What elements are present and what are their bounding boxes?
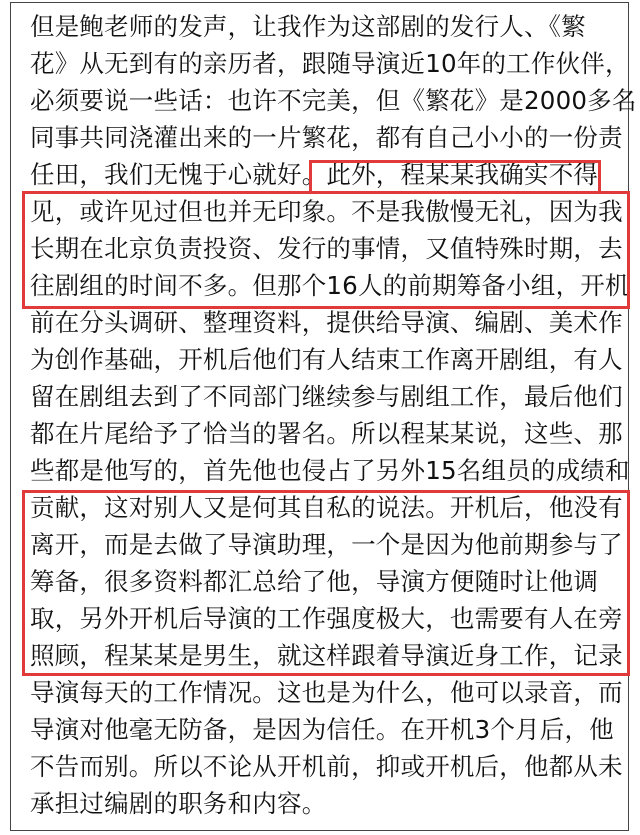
text-line: 承担过编剧的职务和内容。 <box>30 789 327 818</box>
text-line: 留在剧组去到了不同部门继续参与剧组工作，最后他们 <box>30 382 623 411</box>
text-line: 往剧组的时间不多。但那个16人的前期筹备小组，开机 <box>30 271 630 300</box>
text-line: 见，或许见过但也并无印象。不是我傲慢无礼，因为我 <box>30 197 623 226</box>
text-line: 都在片尾给予了恰当的署名。所以程某某说，这些、那 <box>30 419 623 448</box>
text-line: 照顾，程某某是男生，就这样跟着导演近身工作，记录 <box>30 641 623 670</box>
text-line: 导演对他毫无防备，是因为信任。在开机3个月后，他 <box>30 715 614 744</box>
text-line: 但是鲍老师的发声，让我作为这部剧的发行人、《繁 <box>30 12 586 41</box>
text-line: 同事共同浇灌出来的一片繁花，都有自己小小的一份责 <box>30 123 623 152</box>
text-line: 导演每天的工作情况。这也是为什么，他可以录音，而 <box>30 678 623 707</box>
text-line: 筹备，很多资料都汇总给了他，导演方便随时让他调 <box>30 567 599 596</box>
text-line: 贡献，这对别人又是何其自私的说法。开机后，他没有 <box>30 493 623 522</box>
text-line: 前在分头调研、整理资料，提供给导演、编剧、美术作 <box>30 308 623 337</box>
text-line: 花》从无到有的亲历者，跟随导演近10年的工作伙伴， <box>30 49 630 78</box>
text-line: 为创作基础，开机后他们有人结束工作离开剧组，有人 <box>30 345 623 374</box>
text-line: 长期在北京负责投资、发行的事情，又值特殊时期，去 <box>30 234 623 263</box>
text-line: 些都是他写的，首先他也侵占了另外15名组员的成绩和 <box>30 456 630 485</box>
text-line: 任田，我们无愧于心就好。此外，程某某我确实不得 <box>30 160 599 189</box>
text-line: 不告而别。所以不论从开机前，抑或开机后，他都从未 <box>30 752 623 781</box>
text-line: 取，另外开机后导演的工作强度极大，也需要有人在旁 <box>30 604 623 633</box>
text-line: 必须要说一些话：也许不完美，但《繁花》是2000多名 <box>30 86 637 115</box>
text-line: 离开，而是去做了导演助理，一个是因为他前期参与了 <box>30 530 623 559</box>
